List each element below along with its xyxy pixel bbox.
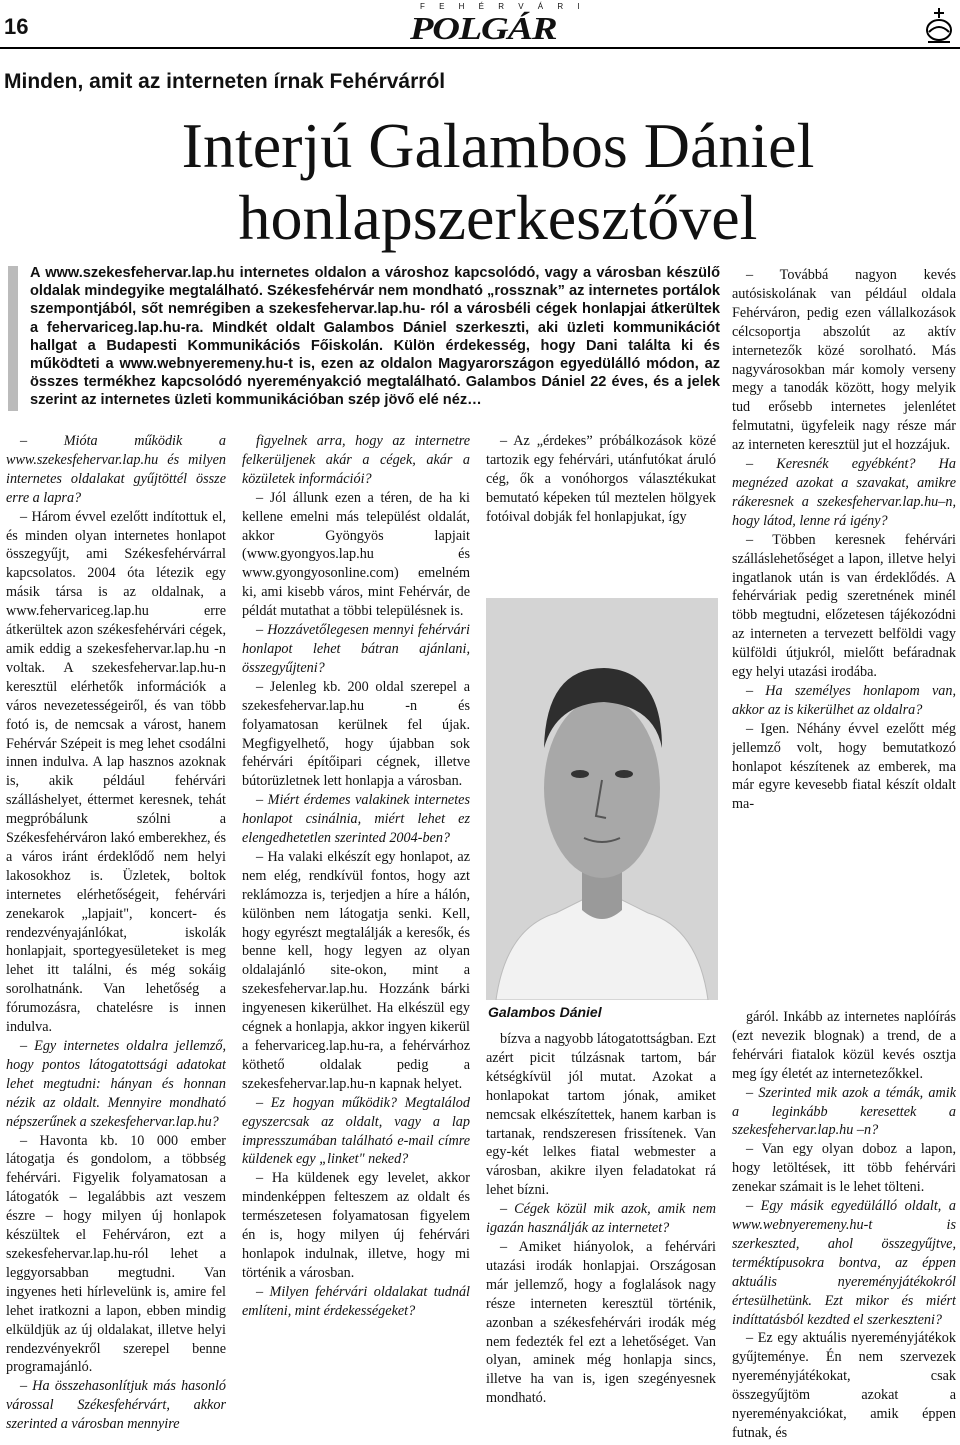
interview-answer: – Három évvel ezelőtt indítottuk el, és minden olyan internetes honlapot összegyűjt, ami Székesfehérvárral kapcsolatos. 2004 óta létezik egy másik társa is az oldalnak, a www.fehervariceg.lap.hu erre átkerültek azon székesfehérvári cégek, amik eddig a szekesfehervar.lap.hu -n voltak. A szekesfehervar.lap.hu-n keresztül elérhetők információk a város nevezetességeiről, és van több fotó is, de nemcsak a várost, hanem Fehérvár Szépeit is meg lehet csodálni innen indulva. A lap hasznos azoknak is, akik például fehérvári szálláshelyet, éttermet keresnek, tehát megpróbálunk szólni a Székesfehérváron lakó emberekhez, és a város iránt érdeklődő nem helyi lakosokhoz is. Üzletek, boltok internetes elérhetőségeit, fehérvári zenekarok „lapjait", koncert- és rendezvényajánlókat, iskolák honlapjait, sportegyesületeket is meg lehet itt találni, és még sokáig sorolhatnánk. Van lehetőség a fórumozásra, chatelésre is innen indulva.: [6, 508, 226, 1036]
interview-question: – Ez hogyan működik? Megtalálod egyszercsak az oldalt, vagy a lap impresszumában található e-mail címre küldenek egy „linket" neked?: [242, 1094, 470, 1168]
interview-question: – Keresnék egyébként? Ha megnézed azokat a szavakat, amikre rákeresnek a szekesfehervar.lap.hu–n, hogy látod, lenne rá igény?: [732, 456, 956, 529]
interview-question: – Miért érdemes valakinek internetes honlapot csinálnia, miért lehet ez elengedhetetlen szerinted 2004-ben?: [242, 792, 470, 847]
interview-question: – Hozzávetőlegesen mennyi fehérvári honlapot lehet bátran ajánlani, összegyűjteni?: [242, 622, 470, 676]
lead-accent-bar: [8, 266, 18, 411]
article-headline: Interjú Galambos Dániel honlapszerkesztővel: [181, 110, 815, 253]
interview-answer: – Az „érdekes” próbálkozások közé tartozik egy fehérvári, utánfutókat áruló cég, ők a vonóhorgos választékukat bemutató képeken túl meztelen hölgyek fotóival dobják fel honlapjukat, így: [486, 433, 716, 525]
text-column-3-top: [486, 432, 716, 592]
interview-answer: – Havonta kb. 10 000 ember látogatja és gondolom, a többség fehérvári. Figyelik folyamatosan a látogatók – legalábbis azt veszem észre – hogy milyen új honlapok készültek el Fehérváron, ezt a szekesfehervar.lap.hu-ról lehet a leggyorsabban megtudni. Van ingyenes heti hírlevelünk is, amire fel lehet iratkozni a lapon, ebben mindig elküldjük az új oldalakat, illetve helyi rendezvényekről szerepel benne programajánló.: [6, 1132, 226, 1376]
text-column-1: [6, 432, 226, 1444]
interview-answer: gáról. Inkább az internetes naplóírás (ezt nevezik blognak) a trend, de a fehérvári fiatalok közül kevés osztja meg így életét az internetezőkkel.: [732, 1009, 956, 1082]
interview-answer: – Ez egy aktuális nyereményjátékok gyűjteménye. Én nem szervezek nyereményjátékokat, csak összegyűjtöm azokat a nyereményakciókat, amik éppen futnak, és: [732, 1330, 956, 1441]
portrait-illustration: [486, 598, 718, 1000]
text-column-4-bottom: [732, 1008, 956, 1444]
masthead-logo: [410, 10, 557, 47]
interview-answer: – Többen keresnek fehérvári szálláslehetőséget a lapon, illetve helyi ingatlanok után is van érdeklődés. A fehérváriak pedig szeretnének minél több megtudni, előzetesen tájékozódni az interneten a tervezett belföldi vagy külföldi útjukról, mielőtt befáradnak egy helyi utazási irodába.: [732, 531, 956, 681]
interview-question: – Szerinted mik azok a témák, amik a leginkább keresettek a szekesfehervar.lap.hu –n?: [732, 1084, 956, 1139]
interview-question: – Egy internetes oldalra jellemző, hogy pontos látogatottsági adatokat lehet megtudni: hányan és honnan nézik az oldalt. Mennyire mondható népszerűnek a szekesfehervar.lap.hu?: [6, 1038, 226, 1130]
article-kicker: Minden, amit az interneten írnak Fehérvárról: [4, 70, 446, 93]
city-crest-icon: [924, 6, 954, 46]
page-number: 16: [4, 14, 29, 39]
interview-answer: – Igen. Néhány évvel ezelőtt még jellemző volt, hogy bemutatkozó honlapot készítenek az emberek, ma már egyre kevesebb fiatal készít oldalt ma-: [732, 720, 956, 813]
interview-answer: – Ha valaki elkészít egy honlapot, az nem elég, rendkívül fontos, hogy azt reklámozza is, terjedjen a híre a hálón, különben nem látogatja senki. Kell, hogy egyrészt megtalálják a keresők, és benne kell, hogy legyen az olyan oldalajánló site-okon, mint a szekesfehervar.lap.hu. Hozzánk bárki ingyenesen kikerülhet. Ha elkészül egy cégnek a honlapja, akkor ingyen kikerül a fehervariceg.lap.hu-ra, a fehérvárhoz köthető oldalak pedig a szekesfehervar.lap.hu-n kapnak helyet.: [242, 848, 470, 1092]
text-column-4-top: [732, 266, 956, 1006]
masthead-subtitle: F E H É R V Á R I: [420, 2, 586, 11]
interview-answer: – Van egy olyan doboz a lapon, hogy letöltések, itt több fehérvári zenekar számait is le lehet tölteni.: [732, 1141, 956, 1196]
interview-question: – Cégek közül mik azok, amik nem igazán használják az internetet?: [486, 1201, 716, 1237]
interview-question: – Mióta működik a www.szekesfehervar.lap.hu és milyen internetes oldalakat gyűjtöttél össze erre a lapra?: [6, 433, 226, 506]
photo-caption: Galambos Dániel: [488, 1004, 602, 1020]
interview-question: – Ha összehasonlítjuk más hasonló várossal Székesfehérvárt, akkor szerinted a városban mennyire: [6, 1378, 226, 1433]
header-divider: [0, 47, 960, 49]
interview-answer: – Ha küldenek egy levelet, akkor mindenképpen felteszem az oldalt és természetesen folyamatosan figyelem én is, hogy milyen új fehérvári honlapok indulnak, illetve, hogy mi történik a városban.: [242, 1170, 470, 1281]
interview-answer: – Amiket hiányolok, a fehérvári utazási irodák honlapjai. Országosan már jellemző, hogy a foglalások nagy része interneten keresztül történik, azonban a székesfehérvári irodák még nem fedezték fel ezt a lehetőséget. Van olyan, aminek még honlapja sincs, illetve ha van is, igen szegényesnek mondható.: [486, 1238, 716, 1407]
text-column-2: [242, 432, 470, 1444]
interview-question: figyelnek arra, hogy az internetre felkerüljenek akár a cégek, akár a közületek információi?: [242, 433, 470, 487]
interview-answer: – Jelenleg kb. 200 oldal szerepel a szekesfehervar.lap.hu -n és folyamatosan kerülnek fel újak. Megfigyelhető, hogy újabban sok fehérvári építőipari cégnek, illetve bútorüzletnek lett honlapja a városban.: [242, 678, 470, 790]
interview-answer: – Továbbá nagyon kevés autósiskolának van például oldala Fehérváron, pedig ezen vállalkozások célcsoportja abszolút az aktív internetezők közé sorolható. Más nagyvárosokban már komoly verseny megy a tanodák között, hogy melyik tud erősebb internetes jelenlétet felmutatni, ügyfeleik nagy része már az interneten keresztül jut el hozzájuk.: [732, 267, 956, 454]
article-lead: A www.szekesfehervar.lap.hu internetes oldalon a városhoz kapcsolódó, vagy a városban készülő oldalak mindegyike megtalálható. Székesfehérvár nem mondható „rossznak” az internetes portálok szempontjából, sőt nemrégiben a szekesfehervar.lap.hu- ról a városbéli cégek honlapjai átkerültek a fehervariceg.lap.hu-ra. Mindkét oldalt Galambos Dániel szerkeszti, aki üzleti kommunikációt hallgat a Budapesti Kommunikációs Főiskolán. Külön érdekesség, hogy Dani találta ki és működteti a www.webnyeremeny.hu-t is, ezen az oldalon Magyarországon egyedülálló módon, az összes termékhez kapcsolódó nyereményakció megtalálható. Galambos Dániel 22 éves, és a jelek szerint az internetes üzleti kommunikációban szép jövő elé néz…: [30, 265, 720, 409]
text-column-3-bottom: [486, 1030, 716, 1444]
interview-answer: bízva a nagyobb látogatottságban. Ezt azért picit túlzásnak tartom, bár kétségkívül jól mutat. Azokat a honlapokat tartom jónak, amiket nemcsak elkészítettek, hanem karban is tartanak, rendszeresen frissítenek. Van egy-két lelkes fiatal webmester a városban, akikre ilyen feladatokat rá lehet bízni.: [486, 1031, 716, 1199]
interview-question: – Milyen fehérvári oldalakat tudnál említeni, mint érdekességeket?: [242, 1283, 470, 1319]
interview-question: – Egy másik egyedülálló oldalt, a www.webnyeremeny.hu-t is szerkeszted, ahol összegyűjtve, terméktípusokra bontva, az éppen aktuális nyereményjátékokról értesülhetünk. Ezt mikor és miért indíttatásból kezdted el szerkeszteni?: [732, 1198, 956, 1328]
portrait-photo: [486, 598, 718, 1000]
interview-answer: – Jól állunk ezen a téren, de ha ki kellene emelni más települést oldalát, akkor Gyöngyös lapjait (www.gyongyos.lap.hu és www.gyongyosonline.com) emelném ki, ami kisebb város, mint Fehérvár, de példát mutathat a többi településnek is.: [242, 489, 470, 620]
masthead-logo-text: POLGÁR: [410, 10, 557, 46]
interview-question: – Ha személyes honlapom van, akkor az is kikerülhet az oldalra?: [732, 682, 956, 718]
